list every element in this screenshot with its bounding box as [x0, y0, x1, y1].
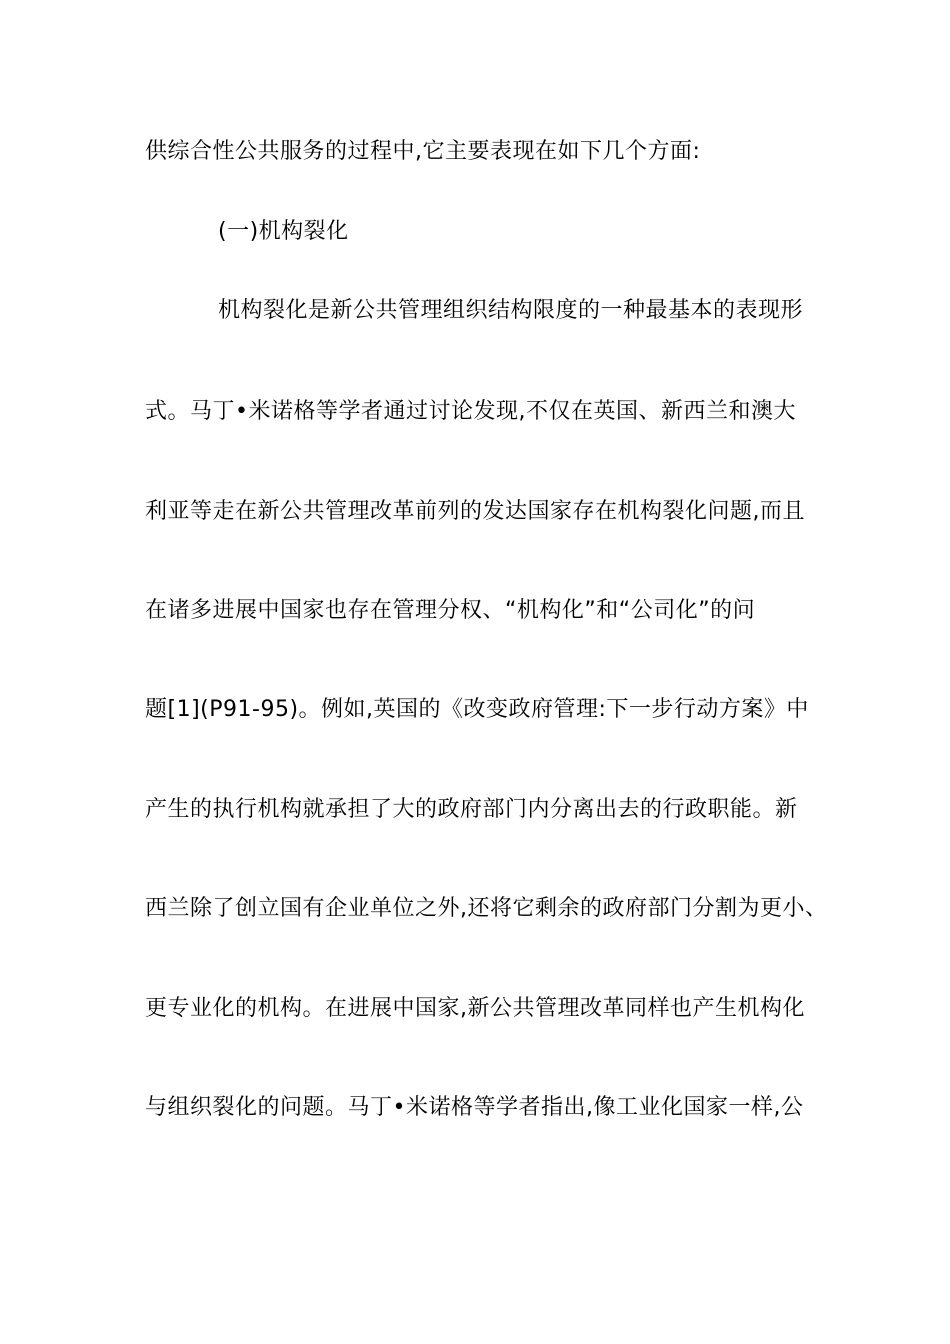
paragraph-first-line: 机构裂化是新公共管理组织结构限度的一种最基本的表现形 — [218, 298, 804, 323]
body-text-line: 西兰除了创立国有企业单位之外,还将它剩余的政府部门分割为更小、 — [145, 896, 828, 921]
section-heading: (一)机构裂化 — [218, 219, 349, 244]
body-text-line: 产生的执行机构就承担了大的政府部门内分离出去的行政职能。新 — [145, 797, 798, 822]
body-text-line: 题[1](P91-95)。例如,英国的《改变政府管理:下一步行动方案》中 — [145, 697, 809, 722]
body-text-line: 供综合性公共服务的过程中,它主要表现在如下几个方面: — [145, 139, 701, 164]
body-text-line: 在诸多进展中国家也存在管理分权、“机构化”和“公司化”的问 — [145, 598, 756, 623]
body-text-line: 式。马丁•米诺格等学者通过讨论发现,不仅在英国、新西兰和澳大 — [145, 399, 796, 424]
body-text-line: 更专业化的机构。在进展中国家,新公共管理改革同样也产生机构化 — [145, 996, 805, 1021]
body-text-line: 利亚等走在新公共管理改革前列的发达国家存在机构裂化问题,而且 — [145, 499, 805, 524]
body-text-line: 与组织裂化的问题。马丁•米诺格等学者指出,像工业化国家一样,公 — [145, 1095, 804, 1120]
